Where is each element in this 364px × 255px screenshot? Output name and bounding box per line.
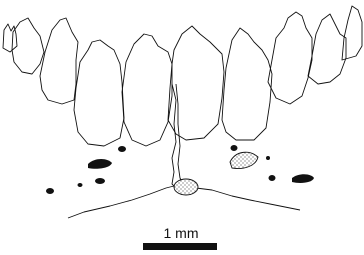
foramen-left-dot xyxy=(46,188,54,194)
jaw-margin-left xyxy=(68,186,174,218)
tooth-far-left xyxy=(3,24,17,52)
tooth-right-2 xyxy=(308,14,346,84)
foramen-left-tiny xyxy=(78,183,83,187)
tooth-left-2 xyxy=(40,18,78,104)
tooth-left-3 xyxy=(74,40,124,146)
foramen-right-c xyxy=(269,175,276,181)
foramen-left-large xyxy=(88,159,112,169)
tooth-far-right xyxy=(342,6,362,60)
foramen-right-b xyxy=(231,145,238,151)
tooth-center xyxy=(168,26,224,140)
foramen-right-a xyxy=(230,152,258,168)
symphysis-foramen xyxy=(174,179,198,195)
tooth-left-4 xyxy=(122,34,172,146)
foramen-left-small xyxy=(95,178,105,184)
tooth-right-4 xyxy=(222,28,272,140)
tooth-right-3 xyxy=(268,12,312,104)
scale-bar-label: 1 mm xyxy=(163,225,199,241)
jaw-margin-right xyxy=(196,188,300,210)
scale-bar xyxy=(143,243,217,250)
foramen-left-mid xyxy=(118,146,126,152)
foramen-right-d xyxy=(266,156,270,160)
foramen-right-e xyxy=(292,174,314,183)
